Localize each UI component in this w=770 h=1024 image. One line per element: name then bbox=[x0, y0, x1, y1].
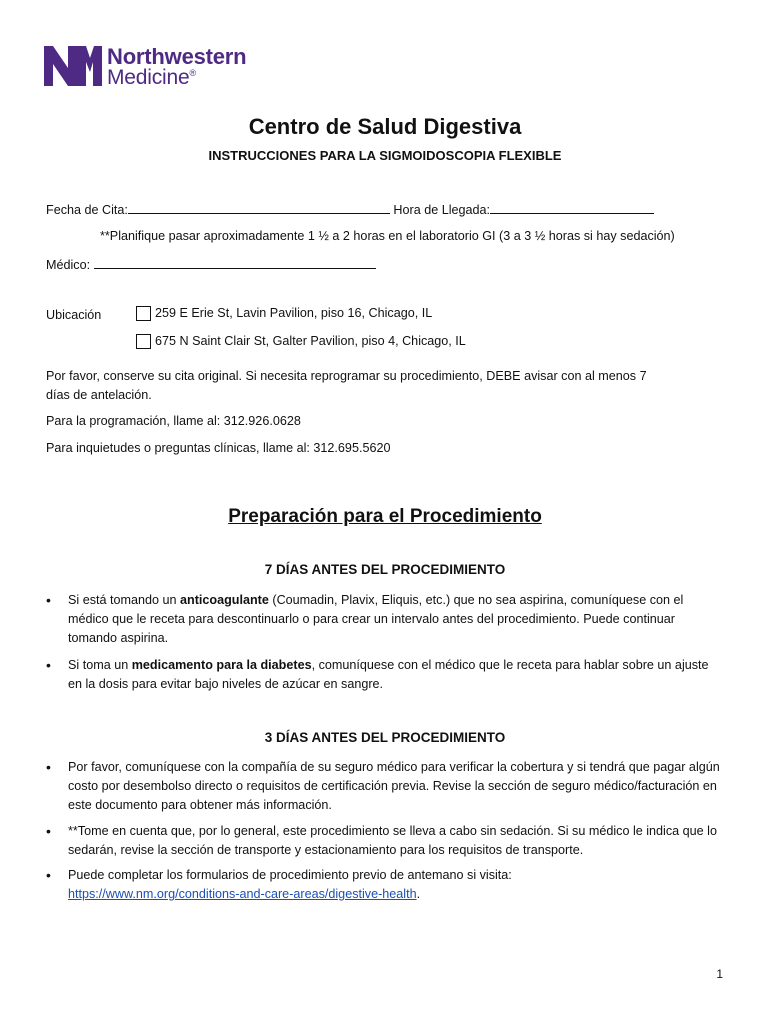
insurance-instruction: Por favor, comuníquese con la compañía de su seguro médico para verificar la cobertura y si tendrá que pagar algún costo por desembolso directo o requisitos de certificación previa. Revise la sección de seguro médico/facturación en este documento para obtener más información. bbox=[68, 760, 720, 812]
plan-note: **Planifique pasar aproximadamente 1 ½ a 2 horas en el laboratorio GI (3 a 3 ½ horas si hay sedación) bbox=[100, 229, 675, 243]
arrival-time-field[interactable] bbox=[490, 201, 654, 214]
bullet-icon: • bbox=[46, 823, 51, 839]
sedation-instruction: **Tome en cuenta que, por lo general, este procedimiento se lleva a cabo sin sedación. Si su médico le indica que lo sedarán, revise la sección de transporte y estacionamiento para los requisitos de transporte. bbox=[68, 824, 717, 857]
anticoagulant-instruction: Si está tomando un anticoagulante (Coumadin, Plavix, Eliquis, etc.) que no sea aspirina, comuníquese con el médico que le receta para descontinuarlo o para crear un intervalo antes del procedimiento. Puede continuar tomando aspirina. bbox=[68, 593, 684, 645]
digestive-health-link[interactable]: https://www.nm.org/conditions-and-care-areas/digestive-health bbox=[68, 887, 417, 901]
doctor-label: Médico: bbox=[46, 258, 91, 272]
location-text-2: 675 N Saint Clair St, Galter Pavilion, piso 4, Chicago, IL bbox=[155, 334, 466, 348]
location-option-2[interactable] bbox=[136, 334, 466, 349]
location-label: Ubicación bbox=[46, 308, 102, 322]
appointment-date-row bbox=[46, 201, 654, 217]
diabetes-instruction: Si toma un medicamento para la diabetes, comuníquese con el médico que le receta para hablar sobre un ajuste en la dosis para evitar bajo niveles de azúcar en sangre. bbox=[68, 658, 709, 691]
bullet-icon: • bbox=[46, 867, 51, 883]
document-subtitle: INSTRUCCIONES PARA LA SIGMOIDOSCOPIA FLEXIBLE bbox=[208, 148, 562, 163]
reschedule-notice-line1: Por favor, conserve su cita original. Si necesita reprogramar su procedimiento, DEBE avisar con al menos 7 bbox=[46, 369, 647, 383]
section-3-days-heading: 3 DÍAS ANTES DEL PROCEDIMIENTO bbox=[264, 730, 506, 745]
northwestern-medicine-logo bbox=[44, 42, 274, 90]
bullet-icon: • bbox=[46, 759, 51, 775]
reschedule-notice-line2: días de antelación. bbox=[46, 388, 152, 402]
appointment-date-label: Fecha de Cita: bbox=[46, 203, 128, 217]
doctor-row bbox=[46, 256, 376, 272]
arrival-time-label: Hora de Llegada: bbox=[393, 203, 491, 217]
preparation-heading: Preparación para el Procedimiento bbox=[228, 506, 542, 527]
logo-text-medicine: Medicine® bbox=[107, 66, 196, 89]
nm-logo-mark-icon bbox=[44, 46, 102, 86]
document-title: Centro de Salud Digestiva bbox=[248, 114, 522, 139]
clinical-phone: Para inquietudes o preguntas clínicas, llame al: 312.695.5620 bbox=[46, 441, 391, 455]
location-checkbox-1[interactable] bbox=[136, 306, 151, 321]
page-number: 1 bbox=[716, 967, 723, 981]
appointment-date-field[interactable] bbox=[128, 201, 390, 214]
location-checkbox-2[interactable] bbox=[136, 334, 151, 349]
bullet-icon: • bbox=[46, 592, 51, 608]
section-7-days-heading: 7 DÍAS ANTES DEL PROCEDIMIENTO bbox=[264, 562, 506, 577]
forms-instruction: Puede completar los formularios de procedimiento previo de antemano si visita: https://www.nm.org/conditions-and-care-areas/digestive-health. bbox=[68, 868, 512, 901]
location-text-1: 259 E Erie St, Lavin Pavilion, piso 16, Chicago, IL bbox=[155, 306, 433, 320]
logo-text-northwestern: Northwestern bbox=[107, 44, 247, 69]
bullet-icon: • bbox=[46, 657, 51, 673]
schedule-phone: Para la programación, llame al: 312.926.0628 bbox=[46, 414, 301, 428]
doctor-field[interactable] bbox=[94, 256, 376, 269]
location-option-1[interactable] bbox=[136, 306, 432, 321]
